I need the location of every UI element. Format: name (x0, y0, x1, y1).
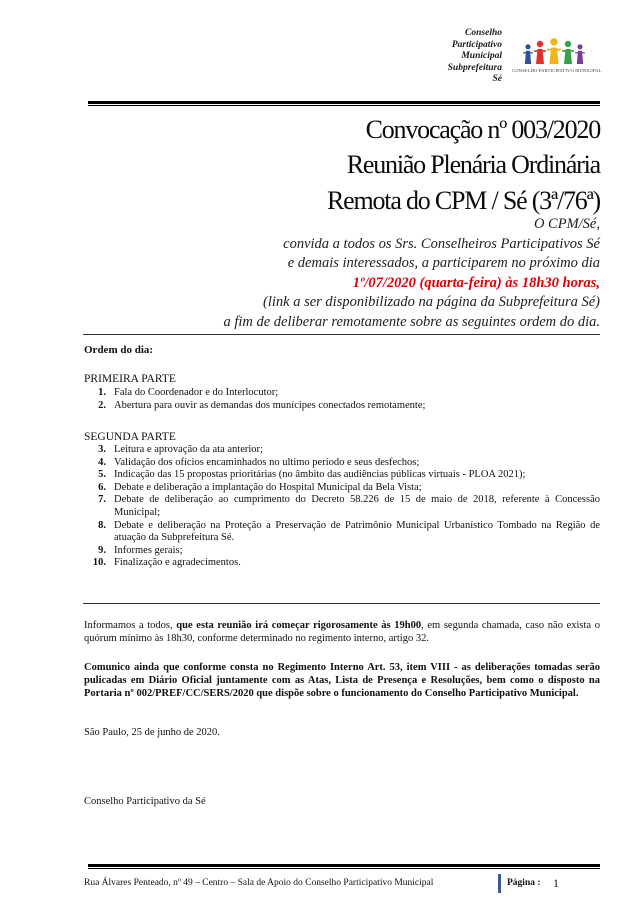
list-item (84, 469, 600, 482)
intro-line: O CPM/Sé, (533, 216, 600, 232)
intro-line: convida a todos os Srs. Conselheiros Participativos Sé (283, 235, 600, 252)
cpm-logo-icon (512, 34, 602, 80)
title-reuniao: Reunião Plenária Ordinária (346, 150, 600, 179)
list-item (84, 545, 600, 558)
footer-address: Rua Álvares Penteado, nº 49 – Centro – Sala de Apoio do Conselho Participativo Municipal (84, 878, 434, 888)
signature: Conselho Participativo da Sé (84, 796, 206, 807)
page-label: Página : (507, 878, 541, 888)
part1-list (84, 387, 600, 412)
item-number: 2. (98, 399, 106, 411)
intro-line: (link a ser disponibilizado na página da Subprefeitura Sé) (263, 294, 600, 310)
item-number: 10. (92, 557, 106, 569)
notice-emphasis: que esta reunião irá começar rigorosamente às 19h00 (176, 620, 422, 631)
section-divider (83, 603, 600, 604)
page-number: 1 (553, 876, 559, 890)
list-item (84, 557, 600, 570)
intro-line: e demais interessados, a participarem no próximo dia (287, 255, 600, 271)
meeting-date: 1º/07/2020 (quarta-feira) às 18h30 horas, (352, 274, 600, 291)
intro-block (223, 215, 600, 332)
item-text: Debate de deliberação ao cumprimento do Decreto 58.226 de 15 de maio de 2018, referente à Concessão Municipal; (114, 494, 600, 518)
logo-caption: CONSELHO PARTICIPATIVO MUNICIPAL (512, 68, 602, 73)
title-remota: Remota do CPM / Sé (3ª/76ª) (327, 186, 600, 215)
notice-text: , em segunda chamada, caso não exista o quórum mínimo às 18h30, conforme determinado no regimento interno, artigo 32. (84, 620, 600, 645)
item-number: 9. (98, 544, 106, 556)
intro-line: a fim de deliberar remotamente sobre as seguintes ordem do dia. (223, 313, 600, 330)
list-item (84, 387, 600, 400)
item-number: 3. (98, 444, 106, 455)
section-divider (83, 334, 600, 335)
footer-divider (88, 864, 600, 869)
item-number: 4. (98, 456, 106, 468)
document-date: São Paulo, 25 de junho de 2020. (84, 727, 220, 738)
item-text: Leitura e aprovação da ata anterior; (114, 444, 263, 455)
title-convocacao: Convocação nº 003/2020 (365, 115, 600, 144)
notice-paragraph (84, 619, 600, 645)
item-number: 1. (98, 387, 106, 398)
list-item (84, 494, 600, 519)
header-org-name (420, 28, 502, 86)
list-item (84, 457, 600, 470)
header-divider (88, 101, 600, 106)
item-number: 8. (98, 519, 106, 531)
org-line: Conselho (465, 28, 502, 38)
org-line: Sé (492, 74, 502, 84)
list-item (84, 520, 600, 545)
list-item (84, 400, 600, 413)
list-item (84, 482, 600, 495)
item-text: Abertura para ouvir as demandas dos munícipes conectados remotamente; (114, 399, 426, 411)
notice-text: Informamos a todos, (84, 620, 177, 631)
item-number: 5. (98, 469, 106, 481)
item-text: Debate e deliberação a implantação do Hospital Municipal da Bela Vista; (114, 481, 422, 493)
regiment-paragraph: Comunico ainda que conforme consta no Regimento Interno Art. 53, item VIII - as deliberações tomadas serão pulicadas em Diário Oficial juntamente com as Atas, Lista de Presença e Resoluções, bem como o disposto na Portaria nº 002/PREF/CC/SERS/2020 que dispõe sobre o funcionamento do Conselho Participativo Municipal. (84, 662, 600, 700)
item-text: Indicação das 15 propostas prioritárias (no âmbito das audiências públicas virtuais - PLOA 2021); (114, 469, 526, 481)
item-number: 6. (98, 481, 106, 493)
item-text: Validação dos ofícios encaminhados no ultimo período e seus desfechos; (114, 456, 420, 468)
item-text: Debate e deliberação na Proteção a Preservação de Patrimônio Municipal Urbanístico Tombado na Região de atuação da Subprefeitura Sé. (114, 519, 600, 544)
part2-list (84, 444, 600, 570)
item-text: Fala do Coordenador e do Interlocutor; (114, 387, 279, 398)
footer-accent-bar (498, 874, 501, 893)
item-number: 7. (98, 494, 106, 506)
org-line: Municipal (461, 51, 502, 61)
part2-title: SEGUNDA PARTE (84, 431, 176, 443)
org-line: Subprefeitura (447, 62, 502, 73)
part1-title: PRIMEIRA PARTE (84, 373, 176, 385)
agenda-heading: Ordem do dia: (84, 344, 154, 356)
list-item (84, 444, 600, 457)
item-text: Finalização e agradecimentos. (114, 557, 241, 569)
item-text: Informes gerais; (114, 544, 183, 556)
org-line: Participativo (451, 39, 502, 50)
